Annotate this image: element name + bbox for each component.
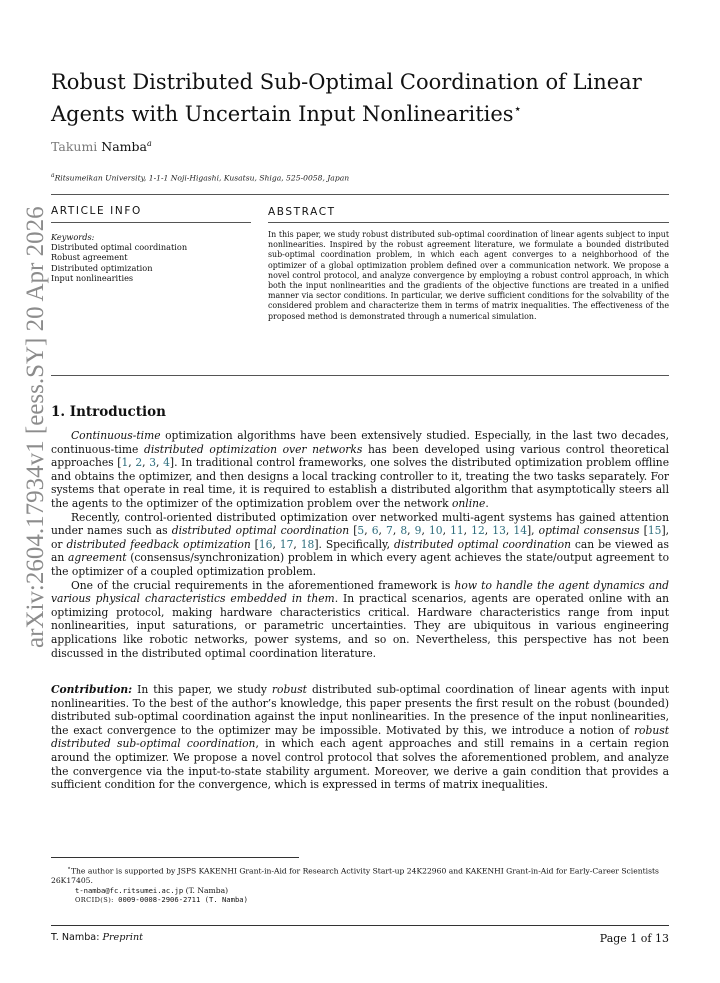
keyword-item: Distributed optimal coordination bbox=[51, 242, 188, 253]
keyword-item: Robust agreement bbox=[51, 252, 128, 263]
page-number: Page 1 of 13 bbox=[599, 932, 669, 945]
article-info-divider bbox=[51, 222, 251, 223]
front-matter-bottom-divider bbox=[51, 375, 669, 376]
author-email-link[interactable]: t-namba@fc.ritsumei.ac.jp bbox=[75, 885, 184, 895]
paragraph: Recently, control-oriented distributed optimization over networked multi-agent systems has gained attention under names such as distributed optimal coordination [5, 6, 7, 8, 9, 10, 11, 12, 13, 14], optimal consensus [15], or distributed feedback optimization [16, 17, 18]. Specifically, distributed optimal coordination can be viewed as an agreement (consensus/synchronization) problem in which every agent achieves the state/output agreement to the optimizer of a coupled optimization problem. bbox=[51, 510, 670, 578]
citation-link[interactable]: 5 bbox=[357, 524, 365, 538]
abstract-divider bbox=[268, 222, 669, 223]
citation-link[interactable]: 8 bbox=[400, 524, 408, 538]
citation-link[interactable]: 16 bbox=[258, 537, 273, 551]
citation-link[interactable]: 17 bbox=[279, 537, 294, 551]
keywords-label: Keywords: bbox=[51, 232, 95, 242]
section-heading-introduction: 1. Introduction bbox=[51, 404, 166, 420]
article-info-heading: ARTICLE INFO bbox=[51, 205, 142, 217]
paragraph: One of the crucial requirements in the aforementioned framework is how to handle the agent dynamics and various physical characteristics embedded in them. In practical scenarios, agents are operated online with an optimizing protocol, making hardware characteristics critical. Hardware characteristics range from input nonlinearities, input saturations, or parametric uncertainties. They are ubiquitous in various engineering applications like robotic networks, power systems, and so on. Nevertheless, this perspective has not been discussed in the distributed optimal coordination literature. bbox=[51, 578, 669, 660]
author-affil-mark: a bbox=[146, 139, 152, 148]
citation-link[interactable]: 6 bbox=[371, 524, 379, 538]
citation-link[interactable]: 1 bbox=[121, 456, 129, 470]
affiliation bbox=[51, 172, 349, 183]
contribution-paragraph: Contribution: In this paper, we study robust distributed sub-optimal coordination of linear agents with input nonlinearities. To the best of the author’s knowledge, this paper presents the first result on the robust (bounded) distributed sub-optimal coordination against the input nonlinearities. In the presence of the input nonlinearities, the exact convergence to the optimizer may be impossible. Motivated by this, we introduce a notion of robust distributed sub-optimal coordination, in which each agent approaches and still remains in a certain region around the optimizer. We propose a novel control protocol that solves the aforementioned problem, and analyze the convergence via the input-to-state stability argument. Moreover, we derive a gain condition that provides a sufficient condition for the convergence, which is expressed in terms of matrix inequalities. bbox=[51, 683, 669, 792]
abstract-heading: ABSTRACT bbox=[268, 206, 336, 218]
footer-status: Preprint bbox=[102, 932, 144, 943]
citation-link[interactable]: 4 bbox=[163, 456, 170, 470]
citation-link[interactable]: 13 bbox=[492, 524, 506, 538]
author-last-name: Namba bbox=[101, 139, 147, 155]
footnote-divider bbox=[51, 857, 299, 858]
author-line bbox=[51, 139, 152, 154]
orcid-label: ORCID(S): bbox=[75, 896, 114, 905]
author-first-name: Takumi bbox=[51, 139, 98, 155]
contribution-label: Contribution: bbox=[51, 683, 133, 696]
orcid-id: 0009-0008-2906-2711 (T. Namba) bbox=[113, 895, 248, 905]
funding-note: The author is supported by JSPS KAKENHI Grant-in-Aid for Research Activity Start-up 24K22960 and KAKENHI Grant-in-Aid for Early-Career Scientists 26K17405. bbox=[51, 866, 659, 886]
paragraph: Continuous-time optimization algorithms have been extensively studied. Especially, in the last two decades, continuous-time distributed optimization over networks has been developed using various control theoretical approaches [1, 2, 3, 4]. In traditional control frameworks, one solves the distributed optimization problem offline and obtains the optimizer, and then designs a local tracking controller to it, treating the two tasks separately. For systems that operate in real time, it is required to establish a distributed algorithm that asymptotically steers all the agents to the optimizer of the optimization problem over the network online. bbox=[51, 429, 670, 510]
footnote: ⋆The author is supported by JSPS KAKENHI Grant-in-Aid for Research Activity Start-up 24K22960 and KAKENHI Grant-in-Aid for Early-Career Scientists 26K17405. t-namba@fc.ritsumei.ac.jp (T. Namba) ORCID(S): 0009-0008-2906-2711 (T. Namba) bbox=[51, 865, 659, 905]
citation-link[interactable]: 7 bbox=[386, 524, 393, 538]
title-line-1: Robust Distributed Sub-Optimal Coordination of Linear bbox=[51, 70, 642, 94]
keyword-item: Distributed optimization bbox=[51, 262, 153, 273]
affiliation-text: Ritsumeikan University, 1-1-1 Noji-Higashi, Kusatsu, Shiga, 525-0058, Japan bbox=[54, 173, 350, 183]
footer-author: T. Namba: Preprint bbox=[51, 932, 144, 943]
keyword-item: Input nonlinearities bbox=[51, 272, 134, 283]
affil-mark: a bbox=[51, 172, 55, 179]
citation-link[interactable]: 18 bbox=[300, 537, 315, 551]
citation-link[interactable]: 3 bbox=[149, 456, 157, 470]
citation-link[interactable]: 14 bbox=[513, 524, 527, 538]
introduction-body bbox=[51, 429, 669, 660]
top-divider bbox=[51, 194, 669, 195]
keywords-block bbox=[51, 232, 251, 283]
footnote-mark: ⋆ bbox=[67, 865, 71, 872]
footer-divider bbox=[51, 925, 669, 926]
title-line-2: Agents with Uncertain Input Nonlinearities bbox=[51, 102, 514, 126]
citation-link[interactable]: 9 bbox=[414, 524, 422, 538]
paper-title bbox=[51, 68, 651, 128]
citation-link[interactable]: 15 bbox=[647, 524, 662, 538]
title-footnote-mark: ⋆ bbox=[513, 102, 522, 117]
citation-link[interactable]: 2 bbox=[135, 456, 143, 470]
arxiv-stamp: arXiv:2604.17934v1 [eess.SY] 20 Apr 2026 bbox=[22, 206, 49, 648]
citation-link[interactable]: 11 bbox=[450, 524, 464, 538]
abstract-text: In this paper, we study robust distributed sub-optimal coordination of linear agents subject to input nonlinearities. Inspired by the robust agreement literature, we formulate a bounded distributed sub-optimal coordination problem, in which each agent converges to a neighborhood of the optimizer of a global optimization problem defined over a communication network. We propose a novel control protocol, and analyze convergence by employing a robust control approach, in which both the input nonlinearities and the gradients of the objective functions are treated in a unified manner via sector conditions. In particular, we derive sufficient conditions for the solvability of the considered problem and characterize them in terms of matrix inequalities. The effectiveness of the proposed method is demonstrated through a numerical simulation. bbox=[268, 230, 669, 321]
citation-link[interactable]: 12 bbox=[471, 524, 485, 538]
citation-link[interactable]: 10 bbox=[428, 524, 443, 538]
